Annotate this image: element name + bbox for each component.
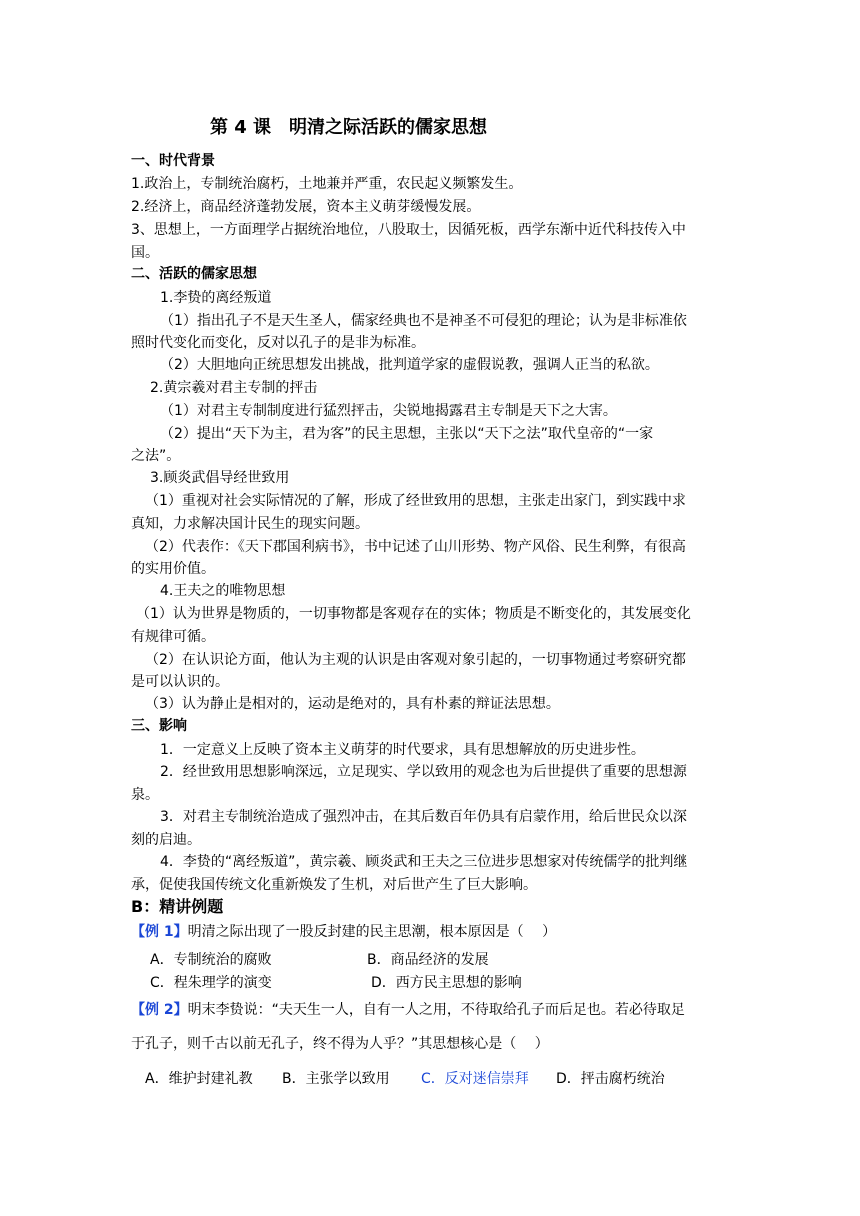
- option-c: C．程朱理学的演变: [150, 975, 272, 991]
- paragraph: 1．一定意义上反映了资本主义萌芽的时代要求，具有思想解放的历史进步性。: [160, 742, 645, 758]
- paragraph: 1.政治上，专制统治腐朽，土地兼并严重，农民起义频繁发生。: [131, 176, 523, 192]
- paragraph: （1）指出孔子不是天生圣人，儒家经典也不是神圣不可侵犯的理论；认为是非标准依: [160, 313, 687, 329]
- paragraph-continuation: 国。: [131, 245, 159, 261]
- paragraph-continuation: 之法”。: [131, 448, 181, 464]
- example-question: 明末李贽说：“夫天生一人，自有一人之用，不待取给孔子而后足也。若必待取足: [187, 1002, 685, 1018]
- paragraph: （2）大胆地向正统思想发出挑战，批判道学家的虚假说教，强调人正当的私欲。: [160, 357, 659, 373]
- paragraph-continuation: 是可以认识的。: [131, 674, 229, 690]
- paragraph: （1）重视对社会实际情况的了解，形成了经世致用的思想，主张走出家门，到实践中求: [145, 493, 686, 509]
- subheading: 4.王夫之的唯物思想: [160, 583, 286, 599]
- paragraph: （2）代表作：《天下郡国利病书》，书中记述了山川形势、物产风俗、民生利弊，有很高: [145, 539, 686, 555]
- paragraph-continuation: 的实用价值。: [131, 561, 215, 577]
- paragraph-continuation: 承，促使我国传统文化重新焕发了生机，对后世产生了巨大影响。: [131, 877, 537, 893]
- paragraph: 2．经世致用思想影响深远，立足现实、学以致用的观念也为后世提供了重要的思想源: [160, 764, 687, 780]
- option-b: B．商品经济的发展: [367, 952, 489, 968]
- section-heading-examples: B：精讲例题: [131, 897, 224, 916]
- option-a: A．维护封建礼教: [145, 1071, 253, 1087]
- example-1-stem: [131, 922, 556, 942]
- paragraph-continuation: 有规律可循。: [131, 629, 215, 645]
- paragraph: （3）认为静止是相对的，运动是绝对的，具有朴素的辩证法思想。: [145, 696, 560, 712]
- subheading: 1.李贽的离经叛道: [160, 290, 272, 306]
- section-heading-influence: 三、影响: [131, 718, 187, 734]
- paragraph-continuation: 于孔子，则千古以前无孔子，终不得为人乎？”其思想核心是（ ）: [131, 1036, 549, 1052]
- example-2-stem: [131, 1000, 685, 1020]
- paragraph: 2.经济上，商品经济蓬勃发展，资本主义萌芽缓慢发展。: [131, 199, 481, 215]
- option-d: D．抨击腐朽统治: [556, 1071, 665, 1087]
- example-label: 【例 2】: [131, 1002, 188, 1018]
- option-c: C．反对迷信崇拜: [421, 1071, 529, 1087]
- option-b: B．主张学以致用: [282, 1071, 390, 1087]
- example-label: 【例 1】: [131, 924, 188, 940]
- subheading: 3.顾炎武倡导经世致用: [150, 470, 290, 486]
- paragraph: 4．李贽的“离经叛道”，黄宗羲、顾炎武和王夫之三位进步思想家对传统儒学的批判继: [160, 854, 688, 870]
- paragraph: （1）对君主专制制度进行猛烈抨击，尖锐地揭露君主专制是天下之大害。: [160, 403, 617, 419]
- paragraph: （2）在认识论方面，他认为主观的认识是由客观对象引起的，一切事物通过考察研究都: [145, 652, 686, 668]
- subheading: 2.黄宗羲对君主专制的抨击: [150, 380, 318, 396]
- paragraph-continuation: 照时代变化而变化，反对以孔子的是非为标准。: [131, 335, 425, 351]
- section-heading-ideas: 二、活跃的儒家思想: [131, 266, 257, 282]
- paragraph: （1）认为世界是物质的，一切事物都是客观存在的实体；物质是不断变化的，其发展变化: [136, 606, 691, 622]
- option-a: A．专制统治的腐败: [150, 952, 272, 968]
- paragraph-continuation: 真知，力求解决国计民生的现实问题。: [131, 516, 369, 532]
- paragraph-continuation: 泉。: [131, 787, 159, 803]
- paragraph-continuation: 刻的启迪。: [131, 832, 201, 848]
- example-question: 明清之际出现了一股反封建的民主思潮，根本原因是（ ）: [187, 924, 557, 940]
- paragraph: 3、思想上，一方面理学占据统治地位，八股取士，因循死板，西学东渐中近代科技传入中: [131, 222, 686, 238]
- paragraph: 3．对君主专制统治造成了强烈冲击，在其后数百年仍具有启蒙作用，给后世民众以深: [160, 809, 687, 825]
- page-title: 第 4 课 明清之际活跃的儒家思想: [210, 117, 488, 138]
- paragraph: （2）提出“天下为主，君为客”的民主思想，主张以“天下之法”取代皇帝的“一家: [160, 426, 654, 442]
- section-heading-background: 一、时代背景: [131, 153, 215, 169]
- option-d: D．西方民主思想的影响: [371, 975, 522, 991]
